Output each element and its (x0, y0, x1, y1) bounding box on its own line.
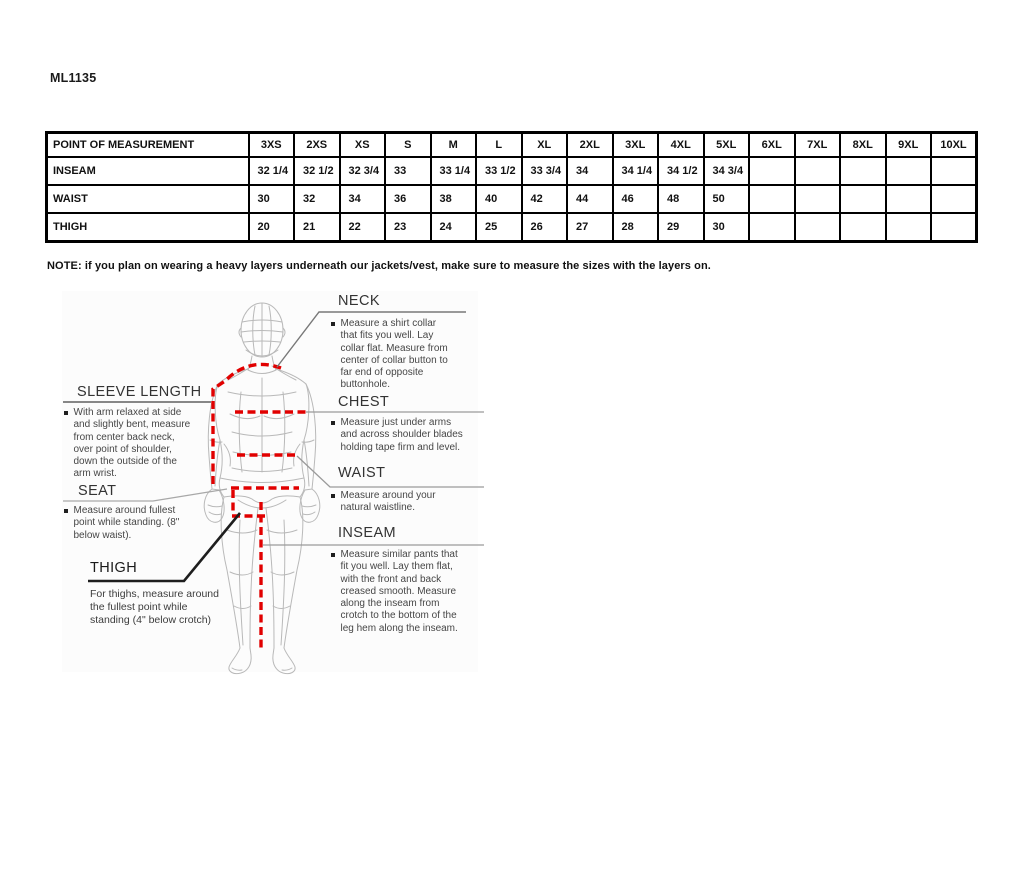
table-cell: 38 (431, 185, 477, 213)
column-header-point-of-measurement: POINT OF MEASUREMENT (47, 133, 249, 158)
table-cell: 33 1/4 (431, 157, 477, 185)
table-cell: 34 1/2 (658, 157, 704, 185)
sleeve-length-description (64, 407, 194, 481)
table-cell: 33 (385, 157, 431, 185)
bullet-square-icon (331, 421, 335, 425)
column-header-size: 3XS (249, 133, 295, 158)
table-cell: 46 (613, 185, 659, 213)
column-header-size: S (385, 133, 431, 158)
column-header-size: 4XL (658, 133, 704, 158)
column-header-size: L (476, 133, 522, 158)
column-header-size: 10XL (931, 133, 977, 158)
column-header-size: 9XL (886, 133, 932, 158)
table-cell: 33 3/4 (522, 157, 568, 185)
column-header-size: 2XL (567, 133, 613, 158)
waist-description (331, 490, 447, 515)
table-cell: 29 (658, 213, 704, 242)
table-cell: 34 (340, 185, 386, 213)
table-cell: 33 1/2 (476, 157, 522, 185)
bullet-square-icon (64, 411, 68, 415)
chest-label: CHEST (338, 394, 390, 410)
bullet-square-icon (64, 509, 68, 513)
table-cell: 34 (567, 157, 613, 185)
neck-text: Measure a shirt collar that fits you well. Lay collar flat. Measure from center of collar button to far end of opposite buttonhole. (340, 318, 448, 391)
table-cell: 40 (476, 185, 522, 213)
column-header-size: 7XL (795, 133, 841, 158)
table-cell: 27 (567, 213, 613, 242)
table-cell: 36 (385, 185, 431, 213)
table-cell: 25 (476, 213, 522, 242)
bullet-square-icon (331, 494, 335, 498)
table-cell: 32 (294, 185, 340, 213)
table-cell: 32 3/4 (340, 157, 386, 185)
table-cell: 48 (658, 185, 704, 213)
waist-leader-line (297, 456, 484, 487)
column-header-size: 5XL (704, 133, 750, 158)
table-cell: 22 (340, 213, 386, 242)
table-cell: 44 (567, 185, 613, 213)
bullet-square-icon (331, 553, 335, 557)
column-header-size: XL (522, 133, 568, 158)
table-cell: 28 (613, 213, 659, 242)
table-cell: 30 (249, 185, 295, 213)
table-cell: 24 (431, 213, 477, 242)
inseam-text: Measure similar pants that fit you well. Lay them flat, with the front and back creased smooth. Measure along the inseam from crotch to the bottom of the leg hem along the inseam. (340, 549, 458, 634)
column-header-size: 6XL (749, 133, 795, 158)
table-cell: 50 (704, 185, 750, 213)
thigh-text: For thighs, measure around the fullest point while standing (4" below crotch) (90, 588, 219, 626)
table-cell: 32 1/2 (294, 157, 340, 185)
chest-description (331, 417, 463, 454)
seat-label: SEAT (78, 483, 117, 499)
note-text: NOTE: if you plan on wearing a heavy layers underneath our jackets/vest, make sure to measure the sizes with the layers on. (47, 260, 711, 272)
thigh-description (90, 588, 230, 627)
row-label: WAIST (47, 185, 249, 213)
row-label: INSEAM (47, 157, 249, 185)
column-header-size: XS (340, 133, 386, 158)
column-header-size: 8XL (840, 133, 886, 158)
table-cell: 34 3/4 (704, 157, 750, 185)
waist-text: Measure around your natural waistline. (340, 490, 436, 514)
table-cell: 34 1/4 (613, 157, 659, 185)
neck-label: NECK (338, 293, 380, 309)
chest-text: Measure just under arms and across shoulder blades holding tape firm and level. (340, 417, 463, 453)
table-cell: 23 (385, 213, 431, 242)
table-cell: 42 (522, 185, 568, 213)
table-cell: 32 1/4 (249, 157, 295, 185)
column-header-size: 2XS (294, 133, 340, 158)
table-cell: 21 (294, 213, 340, 242)
seat-description (64, 505, 180, 542)
sleeve-length-label: SLEEVE LENGTH (77, 384, 202, 400)
column-header-size: M (431, 133, 477, 158)
waist-label: WAIST (338, 465, 386, 481)
bullet-square-icon (331, 322, 335, 326)
inseam-label: INSEAM (338, 525, 396, 541)
style-number-title: ML1135 (50, 71, 97, 85)
sleeve-length-text: With arm relaxed at side and slightly bent, measure from center back neck, over point of shoulder, down the outside of the arm wrist. (73, 407, 191, 480)
table-cell: 30 (704, 213, 750, 242)
inseam-description (331, 549, 459, 635)
table-cell: 20 (249, 213, 295, 242)
table-cell: 26 (522, 213, 568, 242)
thigh-label: THIGH (90, 560, 138, 576)
neck-sleeve-measure-line (213, 364, 281, 486)
column-header-size: 3XL (613, 133, 659, 158)
neck-description (331, 318, 455, 392)
row-label: THIGH (47, 213, 249, 242)
seat-text: Measure around fullest point while standing. (8" below waist). (73, 505, 180, 541)
